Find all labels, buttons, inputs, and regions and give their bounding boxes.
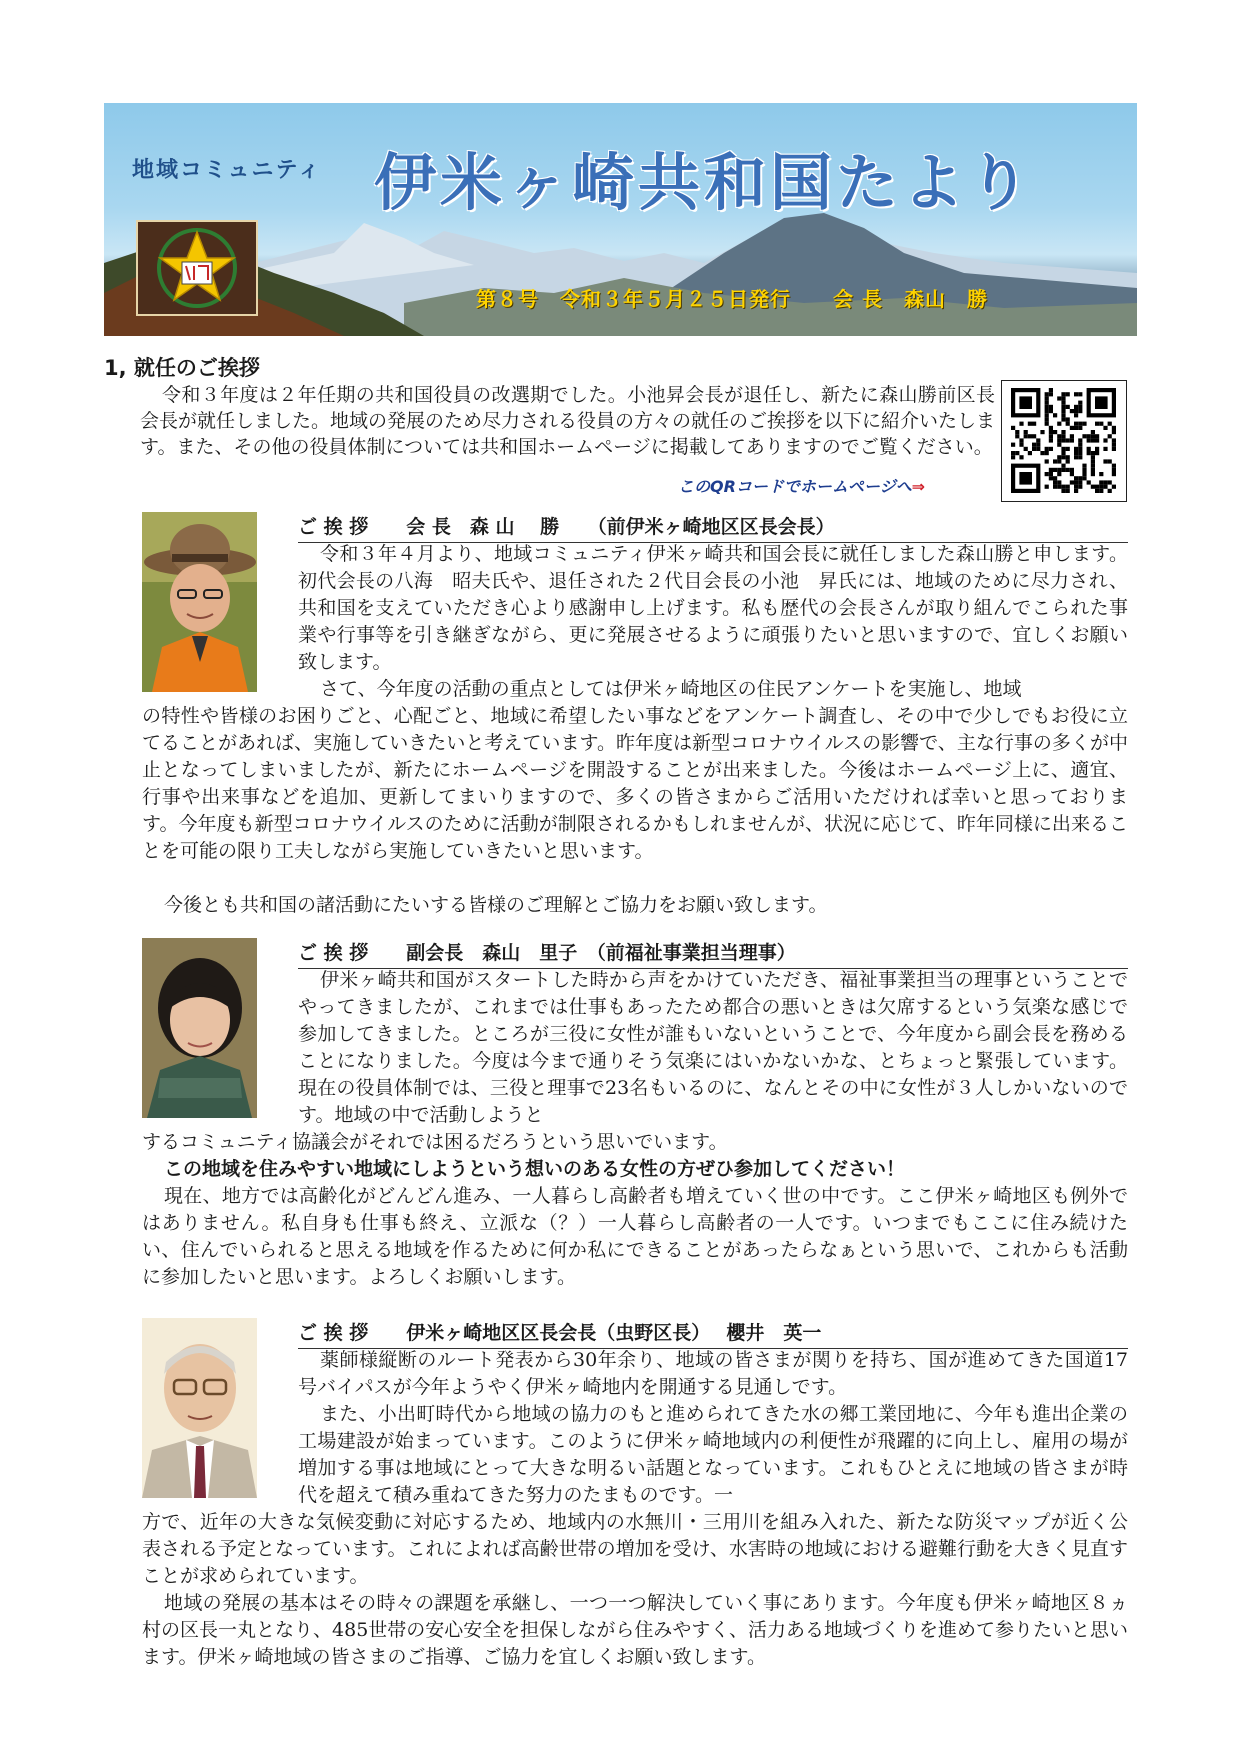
intro-paragraph: 令和３年度は２年任期の共和国役員の改選期でした。小池昇会長が退任し、新たに森山勝前区長会長が就任しました。地域の発展のため尽力される役員の方々の就任のご挨拶を以下に紹介いたします。また、その他の役員体制については共和国ホームページに掲載してありますのでご覧ください。 <box>140 384 996 458</box>
greeting-district-head-paragraph-3: 地域の発展の基本はその時々の課題を承継し、一つ一つ解決していく事にあります。今年度も伊米ヶ崎地区８ヵ村の区長一丸となり、485世帯の安心安全を担保しながら住みやすく、活力ある地域づくりを進めて参りたいと思います。伊米ヶ崎地域の皆さまのご指導、ご協力を宜しくお願い致します。 <box>142 1592 1128 1668</box>
qr-code[interactable] <box>1001 380 1127 502</box>
section-heading: 1, 就任のご挨拶 <box>104 356 260 380</box>
greeting-district-head-paragraph-2: また、小出町時代から地域の協力のもと進められてきた水の郷工業団地に、今年も進出企業の工場建設が始まっています。このように伊米ヶ崎地域内の利便性が飛躍的に向上し、雇用の場が増加する事は地域にとって大きな明るい話題となっています。これもひとえに地域の皆さまが時代を超えて積み重ねてきた努力のたまものです。一 <box>298 1403 1128 1506</box>
qr-caption-text: このQRコードでホームページへ <box>678 477 912 496</box>
banner-subtitle: 地域コミュニティ <box>132 158 322 183</box>
greeting-chairman-paragraph-2a: さて、今年度の活動の重点としては伊米ヶ崎地区の住民アンケートを実施し、地域 <box>320 678 1022 700</box>
community-logo <box>136 220 258 316</box>
greeting-vice-chair-paragraph-3: 現在、地方では高齢化がどんどん進み、一人暮らし高齢者も増えていく世の中です。ここ伊米ヶ崎地区も例外ではありません。私自身も仕事も終え、立派な（？）一人暮らし高齢者の一人です。いつまでもここに住み続けたい、住んでいられると思える地域を作るために何か私にできることがあったらなぁという思いで、これからも活動に参加したいと思います。よろしくお願いします。 <box>142 1185 1128 1288</box>
greeting-district-head-paragraph-2b: 方で、近年の大きな気候変動に対応するため、地域内の水無川・三用川を組み入れた、新たな防災マップが近く公表される予定となっています。これによれば高齢世帯の増加を受け、水害時の地域における避難行動を大きく見直すことが求められています。 <box>142 1511 1128 1587</box>
portrait-photo-vice-chair <box>142 938 257 1118</box>
greeting-vice-chair-paragraph-1: 伊米ヶ崎共和国がスタートした時から声をかけていただき、福祉事業担当の理事ということでやってきましたが、これまでは仕事もあったため都合の悪いときは欠席するという気楽な感じで参加してきました。ところが三役に女性が誰もいないということで、今年度から副会長を務めることになりました。今度は今まで通りそう気楽にはいかないかな、とちょっと緊張しています。現在の役員体制では、三役と理事で23名もいるのに、なんとその中に女性が３人しかいないのです。地域の中で活動しようと <box>298 969 1128 1126</box>
header-banner <box>104 103 1137 336</box>
newsletter-title: 伊米ヶ崎共和国たより <box>374 146 1035 219</box>
greeting-chairman-paragraph-2b: の特性や皆様のお困りごと、心配ごと、地域に希望したい事などをアンケート調査し、その中で少しでもお役に立てることがあれば、実施していきたいと考えています。昨年度は新型コロナウイルスの影響で、主な行事の多くが中止となってしまいましたが、新たにホームページを開設することが出来ました。今後はホームページ上に、適宜、行事や出来事などを追加、更新してまいりますので、多くの皆さまからご活用いただければ幸いと思っております。今年度も新型コロナウイルスのために活動が制限されるかもしれませんが、状況に応じて、昨年同様に出来ることを可能の限り工夫しながら実施していきたいと思います。 <box>142 705 1128 862</box>
issue-line: 第８号 令和３年５月２５日発行 会 長 森山 勝 <box>476 287 988 311</box>
portrait-photo-chairman <box>142 512 257 692</box>
greeting-vice-chair-call-to-action: この地域を住みやすい地域にしようという想いのある女性の方ぜひ参加してください！ <box>164 1158 906 1180</box>
greeting-heading-chairman: ご 挨 拶 会 長 森 山 勝 （前伊米ヶ崎地区区長会長） <box>298 512 1128 543</box>
greeting-vice-chair-paragraph-1b: するコミュニティ協議会がそれでは困るだろうという思いでいます。 <box>142 1131 728 1153</box>
greeting-chairman-paragraph-3: 今後とも共和国の諸活動にたいする皆様のご理解とご協力をお願い致します。 <box>164 894 828 916</box>
qr-caption <box>678 474 925 497</box>
greeting-district-head-paragraph-1: 薬師様縦断のルート発表から30年余り、地域の皆さまが関りを持ち、国が進めてきた国道17号バイパスが今年ようやく伊米ヶ崎地内を開通する見通しです。 <box>298 1349 1128 1398</box>
greeting-chairman-paragraph-1: 令和３年４月より、地域コミュニティ伊米ヶ崎共和国会長に就任しました森山勝と申します。初代会長の八海 昭夫氏や、退任された２代目会長の小池 昇氏には、地域のために尽力され、共和国を支えていただき心より感謝申し上げます。私も歴代の会長さんが取り組んでこられた事業や行事等を引き継ぎながら、更に発展させるように頑張りたいと思いますので、宜しくお願い致します。 <box>298 543 1128 673</box>
greeting-heading-vice-chair: ご 挨 拶 副会長 森山 里子 （前福祉事業担当理事） <box>298 938 1128 969</box>
portrait-photo-district-head <box>142 1318 257 1498</box>
greeting-heading-district-head: ご 挨 拶 伊米ヶ崎地区区長会長（虫野区長） 櫻井 英一 <box>298 1318 1128 1349</box>
arrow-right-icon: ⇒ <box>911 477 926 496</box>
